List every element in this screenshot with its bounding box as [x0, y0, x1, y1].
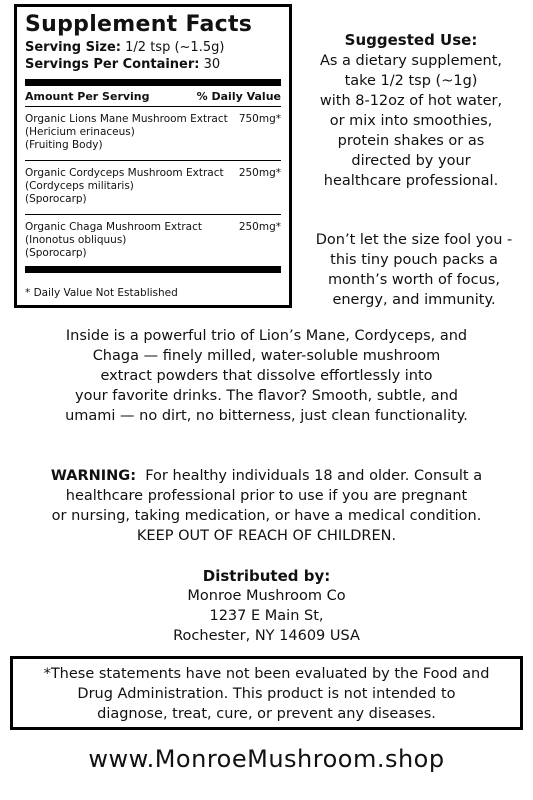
- suggested-use-line: directed by your: [351, 153, 471, 169]
- servings-per-container: [25, 57, 281, 73]
- warning-line: For healthy individuals 18 and older. Consult a: [145, 468, 483, 484]
- suggested-use-line: with 8-12oz of hot water,: [319, 93, 503, 109]
- ingredient-name: Organic Chaga Mushroom Extract: [25, 221, 202, 233]
- serving-size-label: Serving Size:: [25, 40, 122, 55]
- row-divider: [25, 214, 281, 215]
- fda-line: Drug Administration. This product is not intended to: [77, 686, 456, 702]
- suggested-use-line: take 1/2 tsp (~1g): [344, 73, 478, 89]
- suggested-use-line: protein shakes or as: [337, 133, 485, 149]
- promo-line: energy, and immunity.: [332, 292, 496, 308]
- description-line: your favorite drinks. The flavor? Smooth, subtle, and: [75, 388, 458, 404]
- ingredient-species: (Inonotus obliquus): [25, 234, 127, 246]
- ingredient-amount: 250mg*: [238, 221, 281, 233]
- fda-line: *These statements have not been evaluated by the Food and: [43, 666, 490, 682]
- warning-line: or nursing, taking medication, or have a medical condition.: [51, 508, 482, 524]
- ingredient-name: Organic Lions Mane Mushroom Extract: [25, 113, 228, 125]
- promo-line: Don’t let the size fool you -: [315, 232, 513, 248]
- ingredient-species: (Cordyceps militaris): [25, 180, 134, 192]
- warning-label: WARNING:: [50, 468, 137, 484]
- distributor-section: [10, 566, 523, 646]
- daily-value-header: % Daily Value: [196, 90, 281, 103]
- fda-line: diagnose, treat, cure, or prevent any diseases.: [97, 706, 436, 722]
- ingredient-amount: 750mg*: [238, 113, 281, 125]
- promo-line: month’s worth of focus,: [328, 272, 500, 288]
- description-line: Chaga — finely milled, water-soluble mushroom: [92, 348, 441, 364]
- distributor-title: Distributed by:: [202, 567, 331, 585]
- amount-per-serving-header: Amount Per Serving: [25, 90, 150, 103]
- thick-divider: [25, 79, 281, 86]
- servings-label: Servings Per Container:: [25, 57, 200, 72]
- distributor-street: 1237 E Main St,: [209, 608, 324, 624]
- supplement-facts-panel: [14, 4, 292, 308]
- fda-disclaimer-box: [10, 656, 523, 730]
- suggested-use-line: healthcare professional.: [323, 173, 499, 189]
- ingredient-row: [25, 221, 281, 260]
- warning-first-line: [10, 466, 523, 486]
- warning-line: KEEP OUT OF REACH OF CHILDREN.: [136, 528, 397, 544]
- distributor-city: Rochester, NY 14609 USA: [173, 628, 360, 644]
- suggested-use-line: As a dietary supplement,: [319, 53, 503, 69]
- description-line: umami — no dirt, no bitterness, just clean functionality.: [65, 408, 468, 424]
- ingredient-part: (Sporocarp): [25, 193, 87, 205]
- row-divider: [25, 160, 281, 161]
- product-description: [14, 326, 519, 426]
- warning-line: healthcare professional prior to use if you are pregnant: [65, 488, 468, 504]
- ingredient-amount: 250mg*: [238, 167, 281, 179]
- serving-size-value: 1/2 tsp (~1.5g): [125, 40, 225, 55]
- suggested-use-title: Suggested Use:: [344, 31, 478, 49]
- distributor-name: Monroe Mushroom Co: [187, 588, 346, 604]
- daily-value-footnote: * Daily Value Not Established: [25, 287, 178, 299]
- ingredient-part: (Sporocarp): [25, 247, 87, 259]
- promo-text: [300, 230, 528, 310]
- ingredient-name: Organic Cordyceps Mushroom Extract: [25, 167, 224, 179]
- serving-size: [25, 40, 281, 56]
- servings-value: 30: [203, 57, 221, 72]
- ingredient-species: (Hericium erinaceus): [25, 126, 135, 138]
- suggested-use-line: or mix into smoothies,: [329, 113, 493, 129]
- description-line: Inside is a powerful trio of Lion’s Mane, Cordyceps, and: [65, 328, 468, 344]
- promo-line: this tiny pouch packs a: [330, 252, 498, 268]
- ingredient-row: [25, 167, 281, 206]
- warning-section: [10, 466, 523, 546]
- facts-header-row: [25, 89, 281, 104]
- thin-divider: [25, 106, 281, 107]
- description-line: extract powders that dissolve effortlessly into: [100, 368, 433, 384]
- suggested-use-section: [300, 30, 522, 191]
- ingredient-part: (Fruiting Body): [25, 139, 103, 151]
- ingredient-row: [25, 113, 281, 152]
- website-url: www.MonroeMushroom.shop: [88, 745, 445, 773]
- facts-title: Supplement Facts: [25, 12, 253, 37]
- thick-divider: [25, 266, 281, 273]
